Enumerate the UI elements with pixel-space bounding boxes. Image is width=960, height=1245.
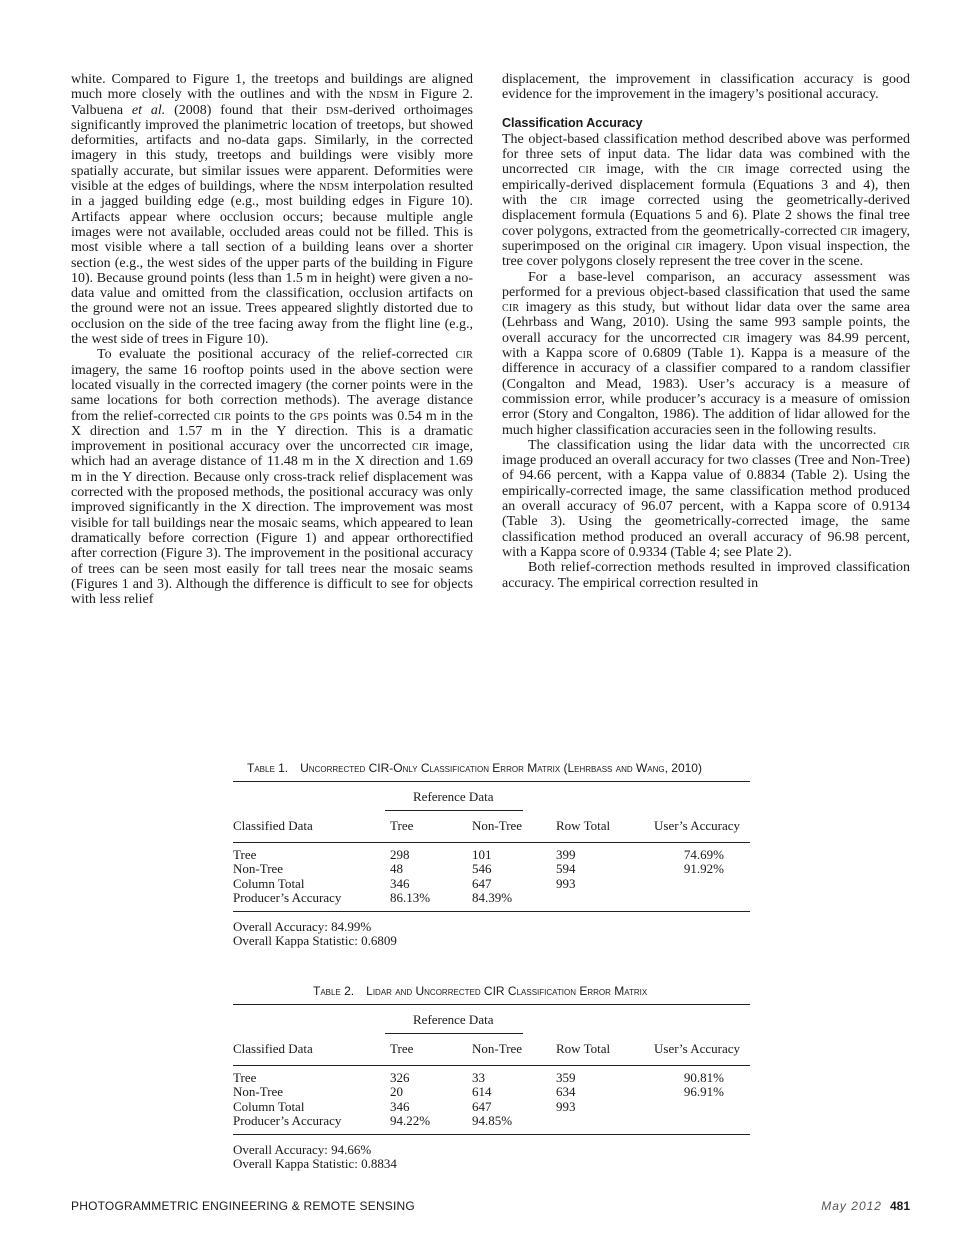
acronym: ndsm [368, 87, 399, 103]
body-paragraph: The classification using the lidar data with the uncorrected cir image produced an overall accuracy for two classes (Tree and Non-Tree) of 94.66 percent, with a Kappa value of 0.8834 (Table 2). Using the empirically-corrected image, the same classification method produced an overall accuracy of 96.07 percent, with a Kappa score of 0.9134 (Table 3). Using the geometrically-corrected image, the same classification method produced an overall accuracy of 96.98 percent, with a Kappa score of 0.9334 (Table 4; see Plate 2). [502, 437, 910, 560]
table-cell: 546 [472, 861, 492, 877]
table2 [233, 1004, 750, 1174]
table-cell: 86.13% [390, 889, 431, 905]
acronym: cir [892, 437, 910, 453]
body-paragraph: Both relief-correction methods resulted in improved classification accuracy. The empirical correction resulted in [502, 560, 910, 591]
table1-caption [247, 761, 702, 775]
table-cell: 647 [472, 1098, 492, 1114]
table1-label: Table 1. [247, 761, 289, 775]
table-cell: 346 [390, 1098, 410, 1114]
column-header: Non-Tree [472, 818, 523, 833]
column-header: Classified Data [233, 1041, 313, 1056]
acronym: gps [309, 408, 329, 424]
reference-data-header: Reference Data [413, 789, 494, 804]
reference-data-rule [385, 810, 523, 811]
row-label: Column Total [233, 1098, 305, 1114]
column-header: Non-Tree [472, 1041, 523, 1056]
acronym: cir [411, 439, 430, 455]
acronym: cir [570, 193, 588, 209]
table-cell: 298 [390, 847, 410, 862]
table-top-rule [233, 1004, 750, 1005]
acronym: cir [578, 162, 596, 178]
page-number: 481 [889, 1199, 910, 1213]
acronym: ndsm [319, 179, 349, 195]
section-heading: Classification Accuracy [502, 115, 643, 130]
table-cell: 993 [556, 875, 576, 891]
table1 [233, 781, 750, 951]
table-cell: 993 [556, 1098, 576, 1114]
header-rule [233, 842, 750, 843]
table-cell: 594 [556, 861, 576, 877]
table-note: Overall Accuracy: 94.66% [233, 1142, 372, 1157]
table-cell: 614 [472, 1084, 492, 1100]
acronym: cir [455, 347, 473, 363]
table-cell: 647 [472, 875, 492, 891]
table-cell: 94.22% [390, 1112, 431, 1128]
table-cell: 48 [390, 861, 403, 877]
table-bottom-rule [233, 911, 750, 912]
table2-label: Table 2. [313, 984, 355, 998]
body-paragraph: The object-based classification method described above was performed for three sets of input data. The lidar data was combined with the uncorrected cir image, with the cir image corrected using the empirically-derived displacement formula (Equations 3 and 4), then with the cir image corrected using the geometrically-derived displacement formula (Equations 5 and 6). Plate 2 shows the final tree cover polygons, extracted from the geometrically-corrected cir imagery, superimposed on the original cir imagery. Upon visual inspection, the tree cover polygons closely represent the tree cover in the scene. [502, 131, 910, 270]
row-label: Column Total [233, 875, 305, 891]
table-cell: 74.69% [683, 847, 724, 862]
acronym: cir [502, 300, 520, 316]
table1-title: Uncorrected CIR-Only Classification Error Matrix (Lehrbass and Wang, 2010) [300, 761, 702, 775]
emphasis: et al. [131, 102, 166, 118]
right-column [502, 72, 910, 591]
table-cell: 84.39% [472, 889, 513, 905]
table-note: Overall Accuracy: 84.99% [233, 919, 372, 934]
column-header: Classified Data [233, 818, 313, 833]
acronym: cir [840, 223, 858, 239]
column-header: Tree [390, 1041, 414, 1056]
table-cell: 359 [556, 1070, 576, 1085]
row-label: Producer’s Accuracy [233, 889, 342, 905]
body-paragraph: white. Compared to Figure 1, the treetops and buildings are aligned much more closely with the outlines and with the ndsm in Figure 2. Valbuena et al. (2008) found that their dsm-derived orthoimages significantly improved the planimetric location of treetops, but showed deformities, artifacts and no-data gaps. Similarly, in the corrected imagery in this study, treetops and buildings were visibly more spatially accurate, but similar issues were apparent. Deformities were visible at the edges of buildings, where the ndsm interpolation resulted in a jagged building edge (e.g., most building edges in Figure 10). Artifacts appear where occlusion occurs; because multiple angle images were not available, occluded areas could not be filled. This is most visible where a tall section of a building leans over a shorter section (e.g., the west sides of the upper parts of the building in Figure 10). Because ground points (less than 1.5 m in height) were given a no-data value and omitted from the classification, occlusion artifacts on the ground were not an issue. Trees appeared slightly distorted due to occlusion on the side of the tree facing away from the flight line (e.g., the west side of trees in Figure 10). [71, 72, 474, 348]
body-paragraph: To evaluate the positional accuracy of the relief-corrected cir imagery, the same 16 rooftop points used in the above section were located visually in the corrected imagery (the corner points were in the same locations for both correction methods). The average distance from the relief-corrected cir points to the gps points was 0.54 m in the X direction and 1.57 m in the Y direction. This is a dramatic improvement in positional accuracy over the uncorrected cir image, which had an average distance of 11.48 m in the X direction and 1.69 m in the Y direction. Because only cross-track relief displacement was corrected with the proposed methods, the positional accuracy was only improved significantly in the X direction. The improvement was most visible for tall buildings near the mosaic seams, which appeared to lean dramatically before correction (Figure 1) and appear orthorectified after correction (Figure 3). The improvement in the positional accuracy of trees can be seen most easily for tall trees near the mosaic seams (Figures 1 and 3). Although the difference is difficult to see for objects with less relief [71, 347, 473, 608]
acronym: cir [717, 162, 735, 178]
row-label: Non-Tree [233, 861, 284, 877]
table-cell: 94.85% [472, 1112, 513, 1128]
acronym: cir [722, 330, 741, 346]
table-cell: 634 [556, 1084, 576, 1100]
table-cell: 96.91% [683, 1084, 724, 1100]
column-header: Row Total [556, 818, 611, 833]
table-cell: 326 [390, 1070, 410, 1085]
body-paragraph: For a base-level comparison, an accuracy assessment was performed for a previous object-based classification that used the same cir imagery as this study, but without lidar data over the same area (Lehrbass and Wang, 2010). Using the same 993 sample points, the overall accuracy for the uncorrected cir imagery was 84.99 percent, with a Kappa score of 0.6809 (Table 1). Kappa is a measure of the difference in accuracy of a classifier compared to a random classifier (Congalton and Mead, 1983). User’s accuracy is a measure of commission error, while producer’s accuracy is a measure of omission error (Story and Congalton, 1986). The addition of lidar allowed for the much higher classification accuracies seen in the following results. [502, 269, 910, 438]
footer-journal: PHOTOGRAMMETRIC ENGINEERING & REMOTE SENSING [71, 1199, 415, 1213]
table-cell: 33 [472, 1070, 485, 1085]
left-column [71, 72, 473, 607]
table2-caption [313, 984, 647, 998]
body-paragraph: displacement, the improvement in classification accuracy is good evidence for the improvement in the imagery’s positional accuracy. [502, 72, 910, 103]
column-header: User’s Accuracy [654, 818, 741, 833]
table-cell: 91.92% [683, 861, 724, 877]
table-note: Overall Kappa Statistic: 0.6809 [233, 933, 397, 949]
row-label: Tree [233, 847, 257, 862]
column-header: Row Total [556, 1041, 611, 1056]
header-rule [233, 1065, 750, 1066]
table2-title: Lidar and Uncorrected CIR Classification Error Matrix [366, 984, 648, 998]
table-cell: 399 [556, 847, 576, 862]
reference-data-rule [385, 1033, 523, 1034]
reference-data-header: Reference Data [413, 1012, 494, 1027]
table-note: Overall Kappa Statistic: 0.8834 [233, 1156, 397, 1172]
table-cell: 90.81% [683, 1070, 724, 1085]
table-cell: 20 [390, 1084, 403, 1100]
acronym: dsm [326, 102, 349, 118]
acronym: cir [675, 238, 693, 254]
acronym: cir [213, 408, 232, 424]
footer-right [821, 1199, 910, 1213]
table-bottom-rule [233, 1134, 750, 1135]
row-label: Non-Tree [233, 1084, 284, 1100]
row-label: Tree [233, 1070, 257, 1085]
column-header: User’s Accuracy [654, 1041, 741, 1056]
table-cell: 346 [390, 875, 410, 891]
row-label: Producer’s Accuracy [233, 1112, 342, 1128]
table-top-rule [233, 781, 750, 782]
table-cell: 101 [472, 847, 492, 862]
column-header: Tree [390, 818, 414, 833]
footer-date: May 2012 [821, 1199, 882, 1213]
